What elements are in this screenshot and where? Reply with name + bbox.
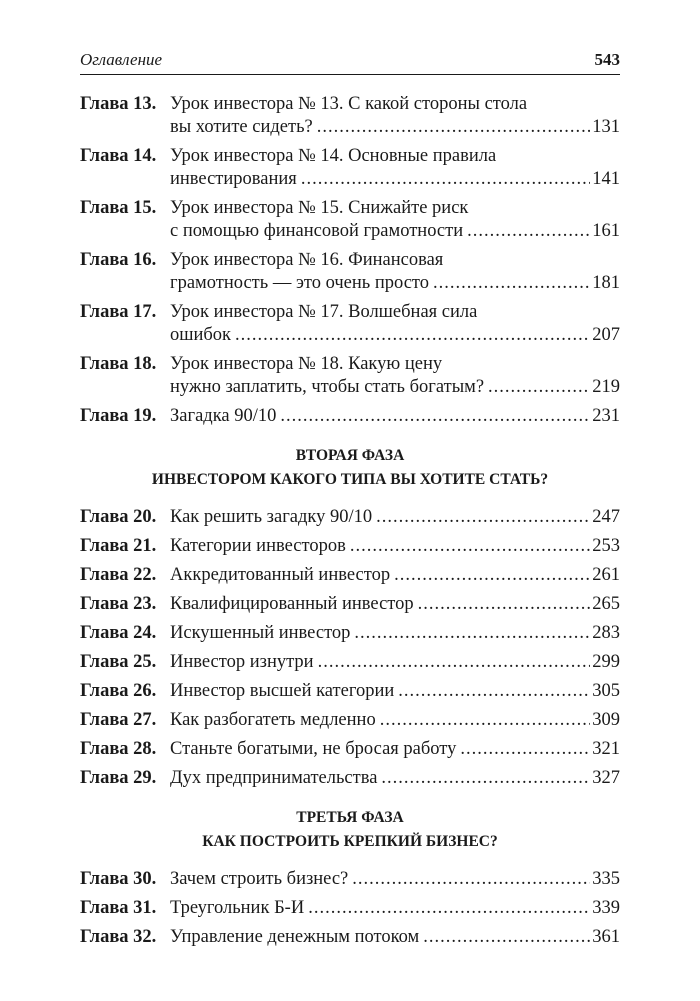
chapter-title (170, 593, 620, 616)
title-text: Урок инвестора № 17. Волшебная сила (170, 302, 478, 322)
chapter-label: Глава 14. (80, 146, 157, 166)
chapter-label: Глава 13. (80, 94, 157, 114)
toc-entry (80, 680, 620, 703)
chapter-title (170, 535, 620, 558)
dot-leader (423, 926, 590, 949)
phase-heading-2 (80, 444, 620, 492)
page-ref: 299 (592, 652, 620, 672)
chapter-label: Глава 23. (80, 594, 157, 614)
dot-leader (308, 897, 590, 920)
title-line (170, 738, 620, 761)
title-text: Урок инвестора № 13. С какой стороны стола (170, 94, 528, 114)
title-text: инвестирования (170, 169, 297, 189)
title-text: Аккредитованный инвестор (170, 565, 391, 585)
title-text: Загадка 90/10 (170, 406, 277, 426)
title-line (170, 651, 620, 674)
chapter-label: Глава 27. (80, 710, 157, 730)
chapter-label: Глава 18. (80, 354, 157, 374)
chapter-title (170, 868, 620, 891)
toc-entry (80, 506, 620, 529)
title-line (170, 926, 620, 949)
dot-leader (460, 738, 590, 761)
page-ref: 247 (592, 507, 620, 527)
toc-entry (80, 93, 620, 139)
page-ref: 181 (592, 273, 620, 293)
title-line (170, 593, 620, 616)
title-line (170, 272, 620, 295)
page-ref: 131 (592, 117, 620, 137)
page-ref: 207 (592, 325, 620, 345)
toc-entry (80, 405, 620, 428)
title-line (170, 506, 620, 529)
chapter-label: Глава 26. (80, 681, 157, 701)
toc-entry (80, 564, 620, 587)
toc-entry (80, 197, 620, 243)
page-ref: 305 (592, 681, 620, 701)
phase-subtitle: КАК ПОСТРОИТЬ КРЕПКИЙ БИЗНЕС? (202, 833, 498, 850)
chapter-title (170, 564, 620, 587)
title-text: Урок инвестора № 14. Основные правила (170, 146, 497, 166)
toc-entry (80, 145, 620, 191)
chapter-label: Глава 17. (80, 302, 157, 322)
dot-leader (318, 651, 591, 674)
title-line (170, 405, 620, 428)
title-line (170, 622, 620, 645)
toc-group-2 (80, 506, 620, 790)
title-text: с помощью финансовой грамотности (170, 221, 464, 241)
chapter-title (170, 738, 620, 761)
chapter-label: Глава 30. (80, 869, 157, 889)
chapter-title (170, 709, 620, 732)
title-text: Квалифицированный инвестор (170, 594, 414, 614)
dot-leader (433, 272, 590, 295)
title-text: Треугольник Б-И (170, 898, 305, 918)
toc-entry (80, 926, 620, 949)
page-ref: 283 (592, 623, 620, 643)
page-ref: 309 (592, 710, 620, 730)
toc-entry (80, 593, 620, 616)
toc-page (80, 50, 620, 955)
dot-leader (488, 376, 590, 399)
chapter-label: Глава 21. (80, 536, 157, 556)
page-ref: 335 (592, 869, 620, 889)
title-line (170, 376, 620, 399)
title-text: вы хотите сидеть? (170, 117, 313, 137)
chapter-title (170, 897, 620, 920)
toc-entry (80, 868, 620, 891)
chapter-label: Глава 19. (80, 406, 157, 426)
toc-entry (80, 651, 620, 674)
page-ref: 253 (592, 536, 620, 556)
toc-entry (80, 353, 620, 399)
title-text: Зачем строить бизнес? (170, 869, 349, 889)
dot-leader (381, 767, 590, 790)
dot-leader (467, 220, 590, 243)
title-line (170, 145, 620, 168)
chapter-label: Глава 24. (80, 623, 157, 643)
dot-leader (354, 622, 590, 645)
title-line (170, 301, 620, 324)
toc-entry (80, 709, 620, 732)
title-text: Как разбогатеть медленно (170, 710, 376, 730)
title-line (170, 353, 620, 376)
section-title: Оглавление (80, 50, 163, 69)
toc-entry (80, 622, 620, 645)
toc-entry (80, 535, 620, 558)
toc-entry (80, 301, 620, 347)
title-line (170, 249, 620, 272)
phase-title: ТРЕТЬЯ ФАЗА (296, 809, 404, 826)
title-line (170, 535, 620, 558)
page-ref: 219 (592, 377, 620, 397)
dot-leader (352, 868, 590, 891)
toc-group-3 (80, 868, 620, 949)
chapter-title (170, 506, 620, 529)
title-text: Инвестор высшей категории (170, 681, 395, 701)
running-head (80, 50, 620, 75)
title-text: Управление денежным потоком (170, 927, 420, 947)
chapter-title (170, 767, 620, 790)
chapter-title (170, 622, 620, 645)
title-line (170, 197, 620, 220)
chapter-title (170, 405, 620, 428)
title-text: Дух предпринимательства (170, 768, 378, 788)
chapter-label: Глава 16. (80, 250, 157, 270)
title-line (170, 168, 620, 191)
dot-leader (280, 405, 590, 428)
toc-list (80, 93, 620, 949)
page-number: 543 (594, 50, 620, 69)
chapter-label: Глава 32. (80, 927, 157, 947)
chapter-title (170, 197, 620, 243)
dot-leader (394, 564, 590, 587)
dot-leader (317, 116, 591, 139)
page-ref: 265 (592, 594, 620, 614)
phase-subtitle: ИНВЕСТОРОМ КАКОГО ТИПА ВЫ ХОТИТЕ СТАТЬ? (151, 471, 549, 488)
chapter-title (170, 680, 620, 703)
title-line (170, 767, 620, 790)
chapter-title (170, 93, 620, 139)
chapter-label: Глава 29. (80, 768, 157, 788)
chapter-label: Глава 20. (80, 507, 157, 527)
title-text: Урок инвестора № 15. Снижайте риск (170, 198, 469, 218)
title-text: грамотность — это очень просто (170, 273, 430, 293)
chapter-title (170, 301, 620, 347)
dot-leader (380, 709, 591, 732)
title-line (170, 93, 620, 116)
page-ref: 161 (592, 221, 620, 241)
page-ref: 231 (592, 406, 620, 426)
dot-leader (398, 680, 590, 703)
chapter-label: Глава 31. (80, 898, 157, 918)
chapter-title (170, 353, 620, 399)
page-ref: 339 (592, 898, 620, 918)
title-line (170, 709, 620, 732)
dot-leader (235, 324, 590, 347)
phase-heading-3 (80, 806, 620, 854)
title-line (170, 868, 620, 891)
title-line (170, 897, 620, 920)
toc-entry (80, 897, 620, 920)
title-text: Станьте богатыми, не бросая работу (170, 739, 457, 759)
page-ref: 261 (592, 565, 620, 585)
chapter-title (170, 926, 620, 949)
title-text: Как решить загадку 90/10 (170, 507, 373, 527)
toc-entry (80, 249, 620, 295)
chapter-label: Глава 28. (80, 739, 157, 759)
page-ref: 321 (592, 739, 620, 759)
title-line (170, 680, 620, 703)
title-line (170, 324, 620, 347)
toc-entry (80, 767, 620, 790)
dot-leader (376, 506, 590, 529)
chapter-label: Глава 15. (80, 198, 157, 218)
page-ref: 141 (592, 169, 620, 189)
title-line (170, 116, 620, 139)
toc-group-1 (80, 93, 620, 428)
title-text: Категории инвесторов (170, 536, 346, 556)
title-text: Урок инвестора № 18. Какую цену (170, 354, 443, 374)
chapter-title (170, 651, 620, 674)
chapter-title (170, 145, 620, 191)
title-text: Инвестор изнутри (170, 652, 314, 672)
chapter-title (170, 249, 620, 295)
dot-leader (301, 168, 590, 191)
toc-entry (80, 738, 620, 761)
dot-leader (350, 535, 590, 558)
chapter-label: Глава 25. (80, 652, 157, 672)
dot-leader (418, 593, 591, 616)
title-text: Искушенный инвестор (170, 623, 351, 643)
page-ref: 327 (592, 768, 620, 788)
title-text: Урок инвестора № 16. Финансовая (170, 250, 444, 270)
page-ref: 361 (592, 927, 620, 947)
title-text: нужно заплатить, чтобы стать богатым? (170, 377, 485, 397)
phase-title: ВТОРАЯ ФАЗА (295, 447, 405, 464)
chapter-label: Глава 22. (80, 565, 157, 585)
title-text: ошибок (170, 325, 232, 345)
title-line (170, 220, 620, 243)
title-line (170, 564, 620, 587)
